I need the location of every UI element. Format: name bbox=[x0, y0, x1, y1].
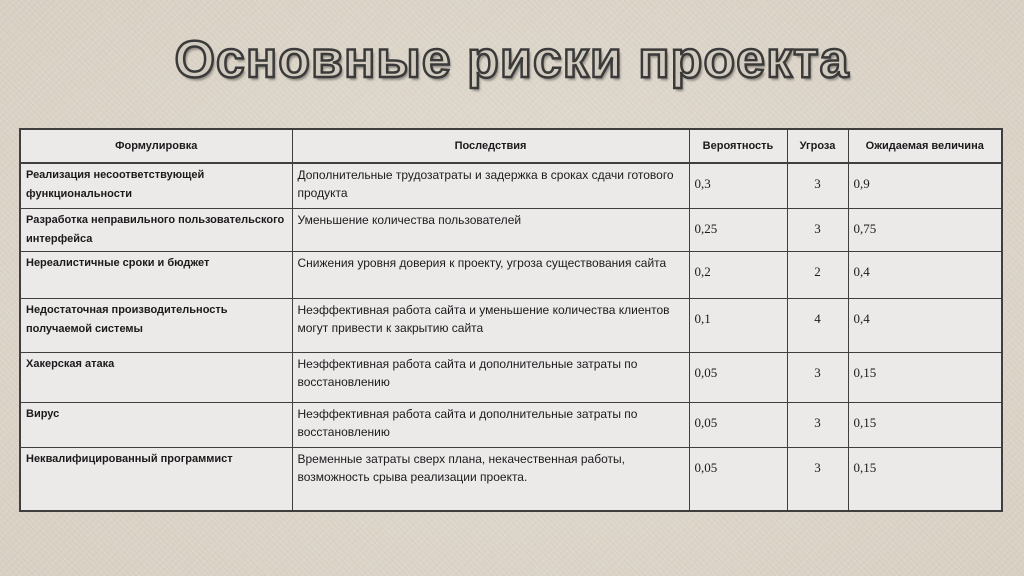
cell-name: Разработка неправильного пользовательского интерфейса bbox=[20, 208, 292, 251]
cell-consequences: Неэффективная работа сайта и дополнительные затраты по восстановлению bbox=[292, 402, 689, 447]
cell-threat: 3 bbox=[787, 163, 848, 208]
cell-threat: 4 bbox=[787, 298, 848, 352]
column-header-expected: Ожидаемая величина bbox=[848, 129, 1002, 163]
cell-consequences: Неэффективная работа сайта и уменьшение количества клиентов могут привести к закрытию сайта bbox=[292, 298, 689, 352]
cell-name: Недостаточная производительность получаемой системы bbox=[20, 298, 292, 352]
cell-name: Неквалифицированный программист bbox=[20, 447, 292, 511]
cell-name: Хакерская атака bbox=[20, 352, 292, 402]
cell-threat: 3 bbox=[787, 447, 848, 511]
cell-probability: 0,2 bbox=[689, 251, 787, 298]
cell-expected: 0,15 bbox=[848, 352, 1002, 402]
cell-expected: 0,15 bbox=[848, 402, 1002, 447]
cell-name: Нереалистичные сроки и бюджет bbox=[20, 251, 292, 298]
column-header-name: Формулировка bbox=[20, 129, 292, 163]
table-header-row bbox=[20, 129, 1002, 163]
cell-threat: 3 bbox=[787, 402, 848, 447]
table-row bbox=[20, 402, 1002, 447]
cell-consequences: Дополнительные трудозатраты и задержка в сроках сдачи готового продукта bbox=[292, 163, 689, 208]
slide-title: Основные риски проекта bbox=[174, 31, 850, 89]
cell-expected: 0,75 bbox=[848, 208, 1002, 251]
cell-expected: 0,4 bbox=[848, 251, 1002, 298]
column-header-consequences: Последствия bbox=[292, 129, 689, 163]
risk-table bbox=[19, 128, 1003, 512]
risk-table-container bbox=[19, 128, 1001, 512]
cell-probability: 0,1 bbox=[689, 298, 787, 352]
column-header-threat: Угроза bbox=[787, 129, 848, 163]
cell-expected: 0,9 bbox=[848, 163, 1002, 208]
cell-name: Реализация несоответствующей функциональности bbox=[20, 163, 292, 208]
cell-probability: 0,3 bbox=[689, 163, 787, 208]
table-row bbox=[20, 447, 1002, 511]
cell-probability: 0,25 bbox=[689, 208, 787, 251]
cell-threat: 3 bbox=[787, 208, 848, 251]
cell-threat: 2 bbox=[787, 251, 848, 298]
cell-consequences: Неэффективная работа сайта и дополнительные затраты по восстановлению bbox=[292, 352, 689, 402]
table-row bbox=[20, 352, 1002, 402]
cell-expected: 0,15 bbox=[848, 447, 1002, 511]
cell-name: Вирус bbox=[20, 402, 292, 447]
table-row bbox=[20, 163, 1002, 208]
table-row bbox=[20, 208, 1002, 251]
cell-probability: 0,05 bbox=[689, 447, 787, 511]
cell-probability: 0,05 bbox=[689, 402, 787, 447]
table-row bbox=[20, 298, 1002, 352]
cell-consequences: Уменьшение количества пользователей bbox=[292, 208, 689, 251]
table-row bbox=[20, 251, 1002, 298]
cell-threat: 3 bbox=[787, 352, 848, 402]
cell-consequences: Временные затраты сверх плана, некачественная работы, возможность срыва реализации проекта. bbox=[292, 447, 689, 511]
cell-consequences: Снижения уровня доверия к проекту, угроза существования сайта bbox=[292, 251, 689, 298]
cell-expected: 0,4 bbox=[848, 298, 1002, 352]
cell-probability: 0,05 bbox=[689, 352, 787, 402]
column-header-probability: Вероятность bbox=[689, 129, 787, 163]
